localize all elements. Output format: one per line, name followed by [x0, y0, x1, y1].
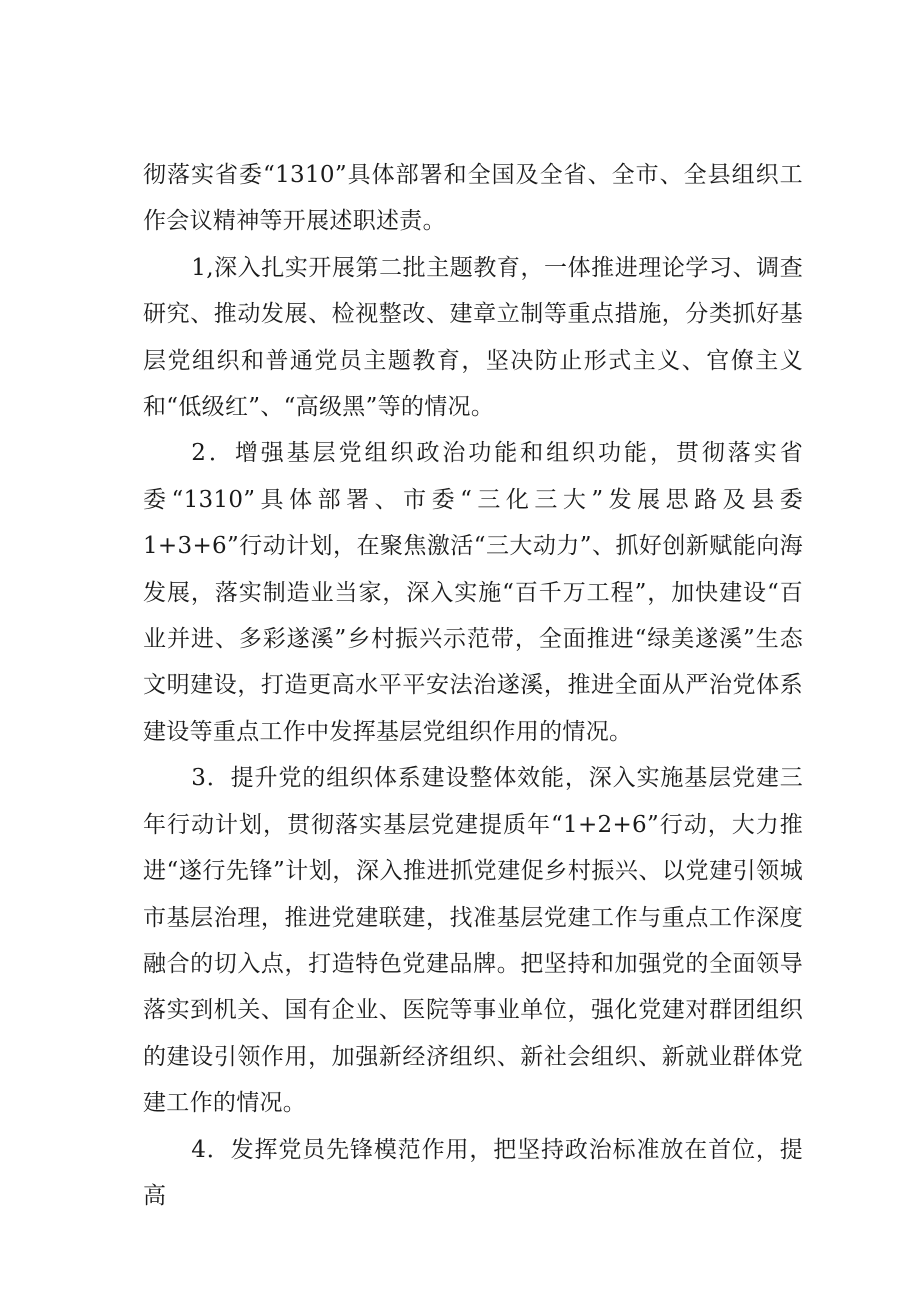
paragraph-item-4: 4．发挥党员先锋模范作用，把坚持政治标准放在首位，提高	[143, 1136, 803, 1209]
paragraph-item-2: 2．增强基层党组织政治功能和组织功能，贯彻落实省委“1310”具体部署、市委“三化三大”发展思路及县委1+3+6”行动计划，在聚焦激活“三大动力”、抓好创新赋能向海发展，落实制造业当家，深入实施“百千万工程”，加快建设“百业并进、多彩遂溪”乡村振兴示范带，全面推进“绿美遂溪”生态文明建设，打造更高水平平安法治遂溪，推进全面从严治党体系建设等重点工作中发挥基层党组织作用的情况。	[143, 440, 803, 745]
paragraph-continuation: 彻落实省委“1310”具体部署和全国及全省、全市、全县组织工作会议精神等开展述职述责。	[143, 162, 803, 235]
document-body	[143, 152, 803, 1219]
paragraph-item-3: 3．提升党的组织体系建设整体效能，深入实施基层党建三年行动计划，贯彻落实基层党建提质年“1+2+6”行动，大力推进“遂行先锋”计划，深入推进抓党建促乡村振兴、以党建引领城市基层治理，推进党建联建，找准基层党建工作与重点工作深度融合的切入点，打造特色党建品牌。把坚持和加强党的全面领导落实到机关、国有企业、医院等事业单位，强化党建对群团组织的建设引领作用，加强新经济组织、新社会组织、新就业群体党建工作的情况。	[143, 765, 803, 1117]
paragraph-item-1: 1,深入扎实开展第二批主题教育，一体推进理论学习、调查研究、推动发展、检视整改、建章立制等重点措施，分类抓好基层党组织和普通党员主题教育，坚决防止形式主义、官僚主义和“低级红”、“高级黑”等的情况。	[143, 254, 803, 421]
